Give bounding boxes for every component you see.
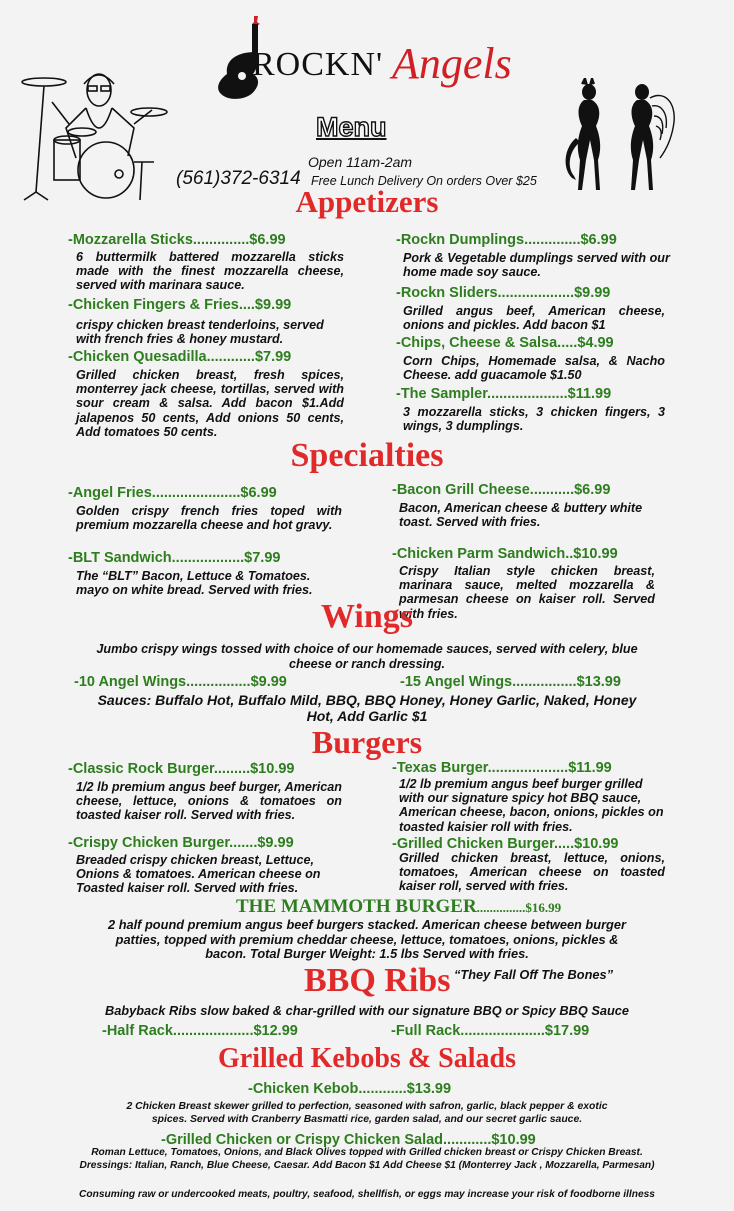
- menu-item-crispy-chicken-burger: -Crispy Chicken Burger.......$9.99: [68, 835, 294, 851]
- menu-item-grilled-chicken-burger: -Grilled Chicken Burger.....$10.99: [392, 836, 619, 852]
- menu-item-half-rack: -Half Rack....................$12.99: [102, 1023, 298, 1039]
- item-desc: Golden crispy french fries toped with premium mozzarella cheese and hot gravy.: [76, 504, 342, 533]
- section-title-kebobs-salads: Grilled Kebobs & Salads: [218, 1043, 516, 1074]
- section-title-burgers: Burgers: [311, 724, 423, 760]
- menu-item-10-angel-wings: -10 Angel Wings................$9.99: [74, 674, 287, 690]
- drummer-icon: [14, 62, 174, 202]
- item-desc: 1/2 lb premium angus beef burger, American cheese, lettuce, onions & tomatoes on toasted kaiser roll. Served with fries.: [76, 780, 342, 823]
- item-desc: Corn Chips, Homemade salsa, & Nacho Cheese. add guacamole $1.50: [403, 354, 665, 383]
- ribs-intro: Babyback Ribs slow baked & char-grilled with our signature BBQ or Spicy BBQ Sauce: [104, 1003, 630, 1018]
- item-desc: Bacon, American cheese & buttery white toast. Served with fries.: [399, 501, 643, 530]
- menu-item-texas-burger: -Texas Burger....................$11.99: [392, 760, 612, 776]
- section-title-wings: Wings: [321, 598, 413, 635]
- menu-item-bacon-grill-cheese: -Bacon Grill Cheese...........$6.99: [392, 482, 611, 498]
- mammoth-burger-name: THE MAMMOTH BURGER: [236, 896, 477, 917]
- item-desc: 6 buttermilk battered mozzarella sticks made with the finest mozzarella cheese, served with marinara sauce.: [76, 250, 344, 293]
- salad-desc-dressings: Dressings: Italian, Ranch, Blue Cheese, Caesar. Add Bacon $1 Add Cheese $1 (Monterrey Jack , Mozzarella, Parmesan): [79, 1160, 655, 1171]
- item-desc: Crispy Italian style chicken breast, marinara sauce, melted mozzarella & parmesan cheese on kaiser roll. Served with fries.: [399, 564, 655, 621]
- menu-item-full-rack: -Full Rack.....................$17.99: [391, 1023, 590, 1039]
- mammoth-burger-price: ...............$16.99: [476, 900, 562, 915]
- item-desc: Grilled chicken breast, fresh spices, monterrey jack cheese, tortillas, served with sour cream & salsa. Add bacon $1.Add jalapenos 50 cents, Add onions 50 cents, Add tomatoes 50 cents.: [76, 368, 344, 439]
- menu-item-classic-rock-burger: -Classic Rock Burger.........$10.99: [68, 761, 295, 777]
- menu-item-chicken-salad: -Grilled Chicken or Crispy Chicken Salad............$10.99: [161, 1132, 536, 1148]
- menu-item-rockn-dumplings: -Rockn Dumplings..............$6.99: [396, 232, 617, 248]
- kebob-desc: 2 Chicken Breast skewer grilled to perfection, seasoned with safron, garlic, black pepper & exotic spices. Served with Cranberry Basmatti rice, garden salad, and our secret garlic sauce.: [126, 1101, 608, 1125]
- hours-text: Open 11am-2am: [308, 154, 413, 170]
- foodborne-warning: Consuming raw or undercooked meats, poultry, seafood, shellfish, or eggs may increase your risk of foodborne illness: [79, 1189, 655, 1200]
- mammoth-burger-title: [236, 896, 561, 918]
- delivery-text: Free Lunch Delivery On orders Over $25: [311, 174, 537, 188]
- menu-item-blt-sandwich: -BLT Sandwich..................$7.99: [68, 550, 281, 566]
- item-desc: crispy chicken breast tenderloins, served with french fries & honey mustard.: [76, 318, 324, 347]
- item-desc: Grilled angus beef, American cheese, onions and pickles. Add bacon $1: [403, 304, 665, 333]
- menu-item-chips-cheese-salsa: -Chips, Cheese & Salsa.....$4.99: [396, 335, 614, 351]
- wings-intro: Jumbo crispy wings tossed with choice of our homemade sauces, served with celery, blue cheese or ranch dressing.: [96, 642, 638, 671]
- section-title-specialties: Specialties: [290, 437, 444, 474]
- item-desc: 3 mozzarella sticks, 3 chicken fingers, 3 wings, 3 dumplings.: [403, 405, 665, 434]
- item-desc: Breaded crispy chicken breast, Lettuce, Onions & tomatoes. American cheese on Toasted kaiser roll. Served with fries.: [76, 853, 321, 896]
- item-desc: The “BLT” Bacon, Lettuce & Tomatoes. mayo on white bread. Served with fries.: [76, 569, 313, 598]
- menu-item-rockn-sliders: -Rockn Sliders...................$9.99: [396, 285, 611, 301]
- menu-item-the-sampler: -The Sampler....................$11.99: [396, 386, 612, 402]
- phone-number[interactable]: (561)372-6314: [176, 168, 301, 189]
- ribs-tagline: “They Fall Off The Bones”: [454, 967, 614, 982]
- section-title-bbq-ribs: BBQ Ribs: [304, 962, 451, 999]
- item-desc: Pork & Vegetable dumplings served with our home made soy sauce.: [403, 251, 670, 280]
- menu-item-chicken-quesadilla: -Chicken Quesadilla............$7.99: [68, 349, 292, 365]
- logo-rock-text: ROCKN': [252, 46, 384, 83]
- wings-sauces: Sauces: Buffalo Hot, Buffalo Mild, BBQ, BBQ Honey, Honey Garlic, Naked, Honey Hot, Add Garlic $1: [97, 692, 637, 724]
- menu-item-mozzarella-sticks: -Mozzarella Sticks..............$6.99: [68, 232, 286, 248]
- logo-angels-text: Angels: [392, 39, 512, 88]
- menu-title: Menu: [316, 112, 387, 142]
- menu-item-chicken-kebob: -Chicken Kebob............$13.99: [248, 1081, 452, 1097]
- mammoth-burger-desc: 2 half pound premium angus beef burgers stacked. American cheese between burger patties, topped with premium cheddar cheese, lettuce, tomatoes, onions, pickles & bacon. Total Burger Weight: 1.5 lbs Served with fries.: [108, 917, 626, 961]
- item-desc: Grilled chicken breast, lettuce, onions, tomatoes, American cheese on toasted kaiser roll, served with fries.: [399, 851, 665, 894]
- section-title-appetizers: Appetizers: [295, 184, 439, 219]
- item-desc: 1/2 lb premium angus beef burger grilled with our signature spicy hot BBQ sauce, American cheese, bacon, onions, pickles on toasted kaisier roll with fries.: [399, 777, 664, 834]
- menu-item-15-angel-wings: -15 Angel Wings................$13.99: [400, 674, 621, 690]
- menu-item-angel-fries: -Angel Fries......................$6.99: [68, 485, 277, 501]
- menu-item-chicken-parm-sandwich: -Chicken Parm Sandwich..$10.99: [392, 546, 618, 562]
- menu-item-chicken-fingers: -Chicken Fingers & Fries....$9.99: [68, 297, 292, 313]
- salad-desc-lettuce: Roman Lettuce, Tomatoes, Onions, and Black Olives topped with Grilled chicken breast or Crispy Chicken Breast.: [91, 1147, 643, 1158]
- angels-silhouette-icon: [560, 78, 678, 198]
